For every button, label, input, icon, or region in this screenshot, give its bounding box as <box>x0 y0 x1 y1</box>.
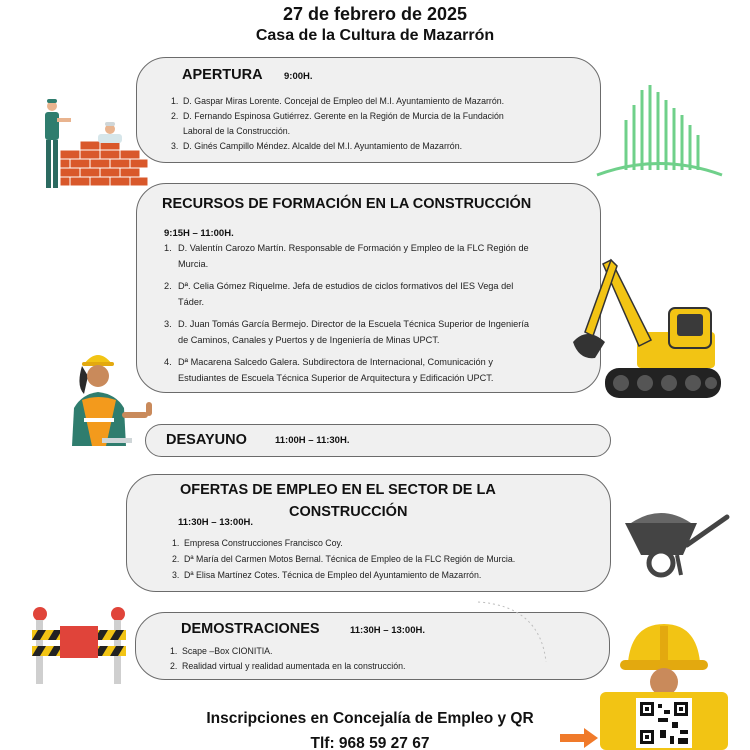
desayuno-section <box>145 424 611 457</box>
list-item: 1. D. Gaspar Miras Lorente. Concejal de Empleo del M.I. Ayuntamiento de Mazarrón. <box>171 96 505 106</box>
demostraciones-time: 11:30H – 13:00H. <box>350 625 425 636</box>
list-item: 3. D. Ginés Campillo Méndez. Alcalde del M.I. Ayuntamiento de Mazarrón. <box>171 141 463 151</box>
recursos-title: RECURSOS DE FORMACIÓN EN LA CONSTRUCCIÓN <box>162 196 532 212</box>
list-item: 2. Dª. Celia Gómez Riquelme. Jefa de estudios de ciclos formativos del IES Vega del Táder. <box>164 281 514 307</box>
bricklayers-illustration <box>36 96 156 196</box>
list-item: 3. Dª Elisa Martínez Cotes. Técnica de Empleo del Ayuntamiento de Mazarrón. <box>172 570 482 580</box>
ofertas-time: 11:30H – 13:00H. <box>178 517 253 528</box>
list-item: 2. Realidad virtual y realidad aumentada en la construcción. <box>170 661 406 671</box>
inscripciones-text: Inscripciones en Concejalía de Empleo y QR <box>206 710 534 727</box>
list-item: 1. Scape –Box CIONITIA. <box>170 646 273 656</box>
excavator-illustration <box>565 250 725 405</box>
ofertas-title-line1: OFERTAS DE EMPLEO EN EL SECTOR DE LA <box>180 482 496 498</box>
qr-worker-illustration <box>594 622 734 750</box>
decorative-dashed-line <box>470 596 560 668</box>
arrow-right-icon <box>560 726 600 750</box>
demostraciones-title: DEMOSTRACIONES <box>181 621 320 637</box>
telefono-text: Tlf: 968 59 27 67 <box>310 735 430 750</box>
apertura-title: APERTURA <box>182 67 263 83</box>
list-item: 2. D. Fernando Espinosa Gutiérrez. Gerente en la Región de Murcia de la Fundación <box>171 111 504 121</box>
list-item: Laboral de la Construcción. <box>183 126 291 136</box>
ofertas-section <box>126 474 611 592</box>
apertura-time: 9:00H. <box>284 71 313 82</box>
wheelbarrow-illustration <box>617 505 732 580</box>
green-city-illustration <box>592 80 727 180</box>
event-date: 27 de febrero de 2025 <box>282 4 468 24</box>
recursos-time: 9:15H – 11:00H. <box>164 228 234 239</box>
desayuno-title: DESAYUNO <box>166 432 247 448</box>
recursos-section <box>136 183 601 393</box>
ofertas-title-line2: CONSTRUCCIÓN <box>289 504 408 520</box>
list-item: 4. Dª Macarena Salcedo Galera. Subdirectora de Internacional, Comunicación y Estudiantes de Escuela Técnica Superior de Arquitectura y Edificación UPCT. <box>164 357 494 383</box>
list-item: 3. D. Juan Tomás García Bermejo. Director de la Escuela Técnica Superior de Ingeniería de Caminos, Canales y Puertos y de Ingeniería de Minas UPCT. <box>164 319 529 345</box>
apertura-list <box>171 94 591 154</box>
apertura-section <box>136 57 601 163</box>
worker-woman-illustration <box>62 346 162 451</box>
ofertas-list <box>172 535 602 583</box>
event-venue: Casa de la Cultura de Mazarrón <box>255 27 495 44</box>
recursos-list <box>164 240 589 392</box>
road-barrier-illustration <box>30 604 130 689</box>
list-item: 1. Empresa Construcciones Francisco Coy. <box>172 538 343 548</box>
list-item: 2. Dª María del Carmen Motos Bernal. Técnica de Empleo de la FLC Región de Murcia. <box>172 554 516 564</box>
desayuno-time: 11:00H – 11:30H. <box>275 435 350 446</box>
list-item: 1. D. Valentín Carozo Martín. Responsable de Formación y Empleo de la FLC Región de Murcia. <box>164 243 529 269</box>
